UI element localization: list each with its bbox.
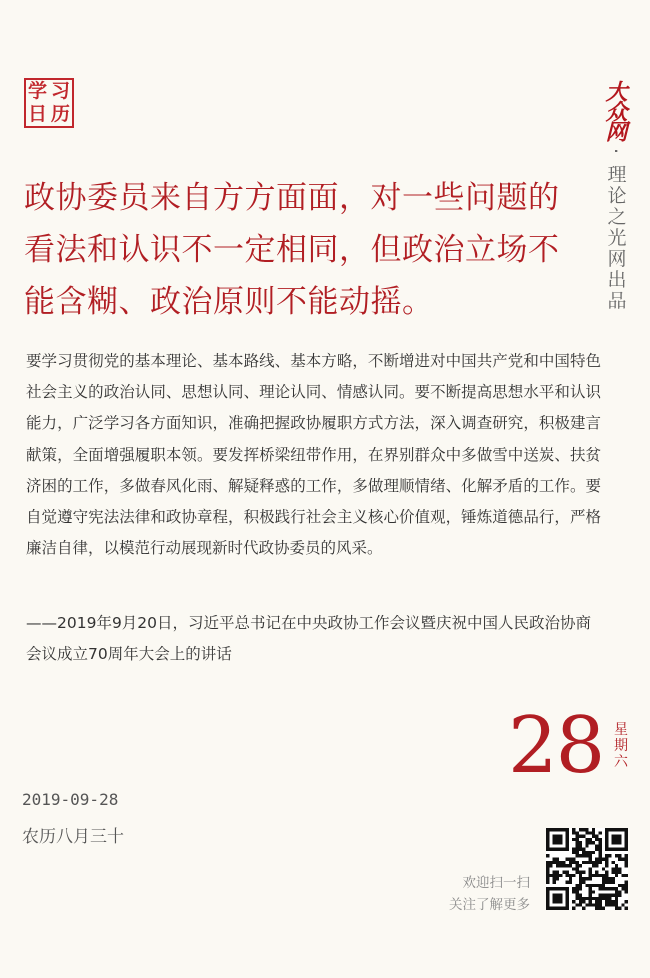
scan-line-1: 欢迎扫一扫 bbox=[462, 875, 530, 891]
weekday-label: 星期六 bbox=[614, 722, 628, 770]
quote-headline: 政协委员来自方方面面，对一些问题的看法和认识不一定相同，但政治立场不能含糊、政治原则不能动摇。 bbox=[24, 180, 560, 320]
logo-char-1: 学 bbox=[27, 80, 47, 102]
dazhong-logo: 大众网 bbox=[602, 80, 628, 140]
scan-prompt bbox=[449, 872, 530, 916]
scan-line-2: 关注了解更多 bbox=[449, 897, 530, 913]
day-number: 28 bbox=[508, 701, 604, 791]
logo-char-2: 习 bbox=[50, 80, 70, 102]
logo-char-4: 历 bbox=[50, 103, 70, 125]
publisher-brand bbox=[602, 80, 628, 311]
gregorian-date: 2019-09-28 bbox=[22, 790, 119, 809]
brand-subtitle: · 理论之光网出品 bbox=[604, 148, 627, 312]
qr-code-icon[interactable] bbox=[546, 828, 628, 910]
logo-char-3: 日 bbox=[27, 103, 47, 125]
study-calendar-logo bbox=[24, 78, 74, 128]
quote-body: 要学习贯彻党的基本理论、基本路线、基本方略，不断增进对中国共产党和中国特色社会主义的政治认同、思想认同、理论认同、情感认同。要不断提高思想水平和认识能力，广泛学习各方面知识，准确把握政协履职方式方法，深入调查研究，积极建言献策，全面增强履职本领。要发挥桥梁纽带作用，在界别群众中多做雪中送炭、扶贫济困的工作，多做春风化雨、解疑释惑的工作，多做理顺情绪、化解矛盾的工作。要自觉遵守宪法法律和政协章程，积极践行社会主义核心价值观，锤炼道德品行，严格廉洁自律，以模范行动展现新时代政协委员的风采。 bbox=[26, 352, 601, 558]
quote-source: ——2019年9月20日，习近平总书记在中央政协工作会议暨庆祝中国人民政治协商会议成立70周年大会上的讲话 bbox=[26, 614, 592, 664]
lunar-date: 农历八月三十 bbox=[22, 827, 124, 847]
